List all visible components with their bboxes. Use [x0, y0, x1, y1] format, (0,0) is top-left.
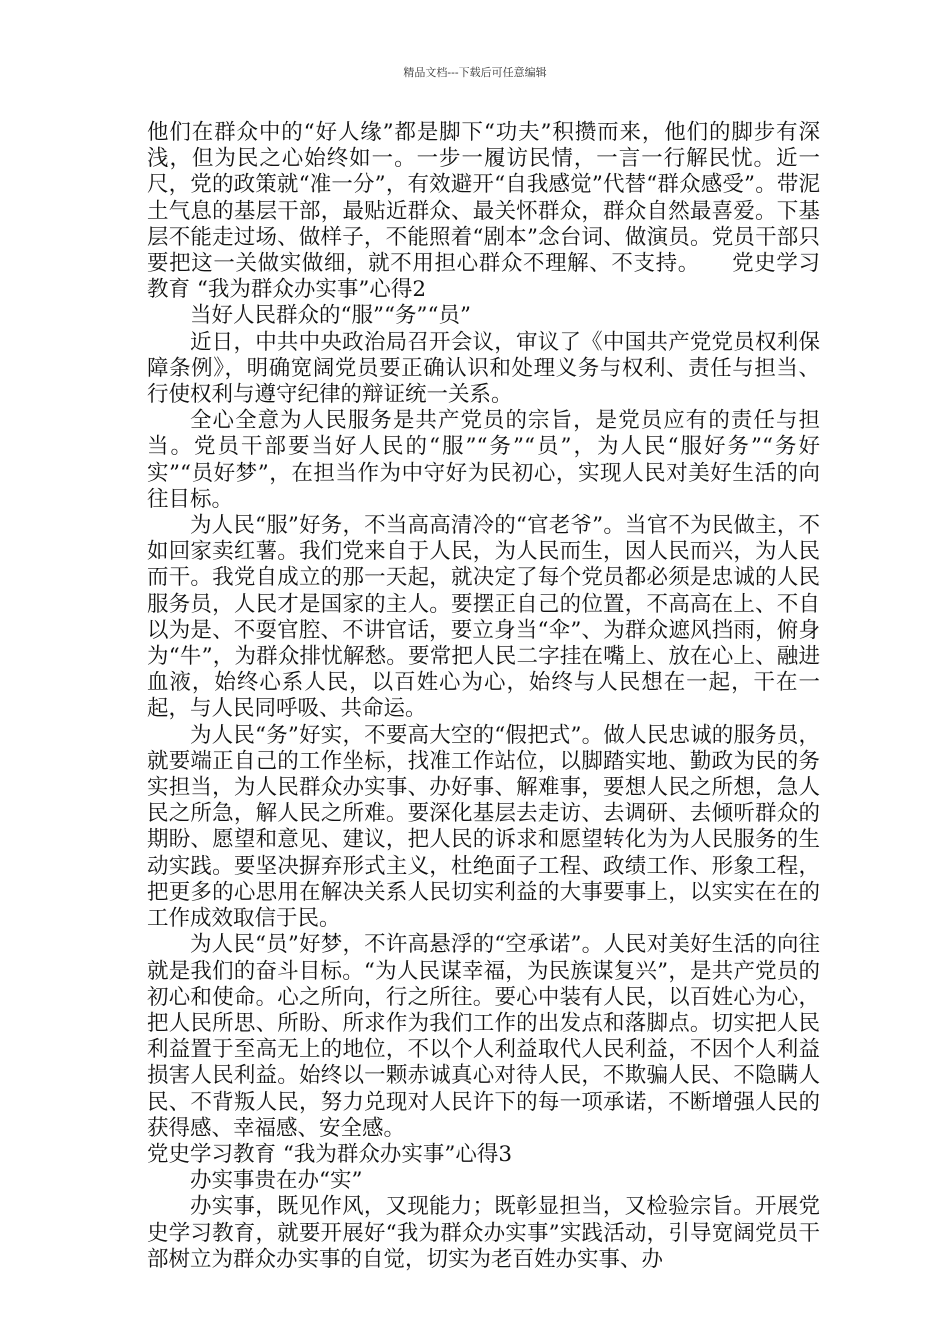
paragraph: 为人民“服”好务，不当高高清冷的“官老爷”。当官不为民做主，不如回家卖红薯。我们党来自于人民，为人民而生，因人民而兴，为人民而干。我党自成立的那一天起，就决定了每个党员都必须是忠诚的人民服务员，人民才是国家的主人。要摆正自己的位置，不高高在上、不自以为是、不耍官腔、不讲官话，要立身当“伞”、为群众遮风挡雨，俯身为“牛”，为群众排忧解愁。要常把人民二字挂在嘴上、放在心上、融进血液，始终心系人民，以百姓心为心，始终与人民想在一起，干在一起，与人民同呼吸、共命运。 — [147, 513, 820, 722]
page-header: 精品文档---下载后可任意编辑 — [403, 66, 547, 79]
paragraph: 办实事，既见作风，又现能力；既彰显担当，又检验宗旨。开展党史学习教育，就要开展好“我为群众办实事”实践活动，引导宽阔党员干部树立为群众办实事的自觉，切实为老百姓办实事、办 — [147, 1194, 820, 1272]
paragraph — [147, 120, 820, 303]
section-subtitle-3: 办实事贵在办“实” — [190, 1168, 363, 1194]
paragraph: 为人民“员”好梦，不许高悬浮的“空承诺”。人民对美好生活的向往就是我们的奋斗目标。“为人民谋幸福，为民族谋复兴”，是共产党员的初心和使命。心之所向，行之所往。要心中装有人民，以百姓心为心，把人民所思、所盼、所求作为我们工作的出发点和落脚点。切实把人民利益置于至高无上的地位，不以个人利益取代人民利益，不因个人利益损害人民利益。始终以一颗赤诚真心对待人民，不欺骗人民、不隐瞒人民、不背叛人民，努力兑现对人民许下的每一项承诺，不断增强人民的获得感、幸福感、安全感。 — [147, 932, 820, 1141]
paragraph-text: 他们在群众中的“好人缘”都是脚下“功夫”积攒而来，他们的脚步有深浅，但为民之心始终如一。一步一履访民情，一言一行解民忧。近一尺，党的政策就“准一分”，有效避开“自我感觉”代替“群众感受”。带泥土气息的基层干部，最贴近群众、最关怀群众，群众自然最喜爱。下基层不能走过场、做样子，不能照着“剧本”念台词、做演员。党员干部只要把这一关做实做细，就不用担心群众不理解、不支持。 — [147, 120, 820, 277]
section-subtitle-2: 当好人民群众的“服”“务”“员” — [190, 303, 471, 329]
section-title-2: 党史学习教育 “我为群众办实事”心得2 — [147, 251, 820, 303]
document-body — [147, 120, 820, 1273]
section-title-3: 党史学习教育 “我为群众办实事”心得3 — [147, 1141, 512, 1167]
paragraph: 全心全意为人民服务是共产党员的宗旨，是党员应有的责任与担当。党员干部要当好人民的“服”“务”“员”，为人民“服好务”“务好实”“员好梦”，在担当作为中守好为民初心，实现人民对美好生活的向往目标。 — [147, 408, 820, 512]
paragraph: 近日，中共中央政治局召开会议，审议了《中国共产党党员权利保障条例》，明确宽阔党员要正确认识和处理义务与权利、责任与担当、行使权利与遵守纪律的辩证统一关系。 — [147, 329, 820, 408]
paragraph: 为人民“务”好实，不要高大空的“假把式”。做人民忠诚的服务员，就要端正自己的工作坐标，找准工作站位，以脚踏实地、勤政为民的务实担当，为人民群众办实事、办好事、解难事，要想人民之所想，急人民之所急，解人民之所难。要深化基层去走访、去调研、去倾听群众的期盼、愿望和意见、建议，把人民的诉求和愿望转化为为人民服务的生动实践。要坚决摒弃形式主义，杜绝面子工程、政绩工作、形象工程，把更多的心思用在解决关系人民切实利益的大事要事上，以实实在在的工作成效取信于民。 — [147, 722, 820, 932]
